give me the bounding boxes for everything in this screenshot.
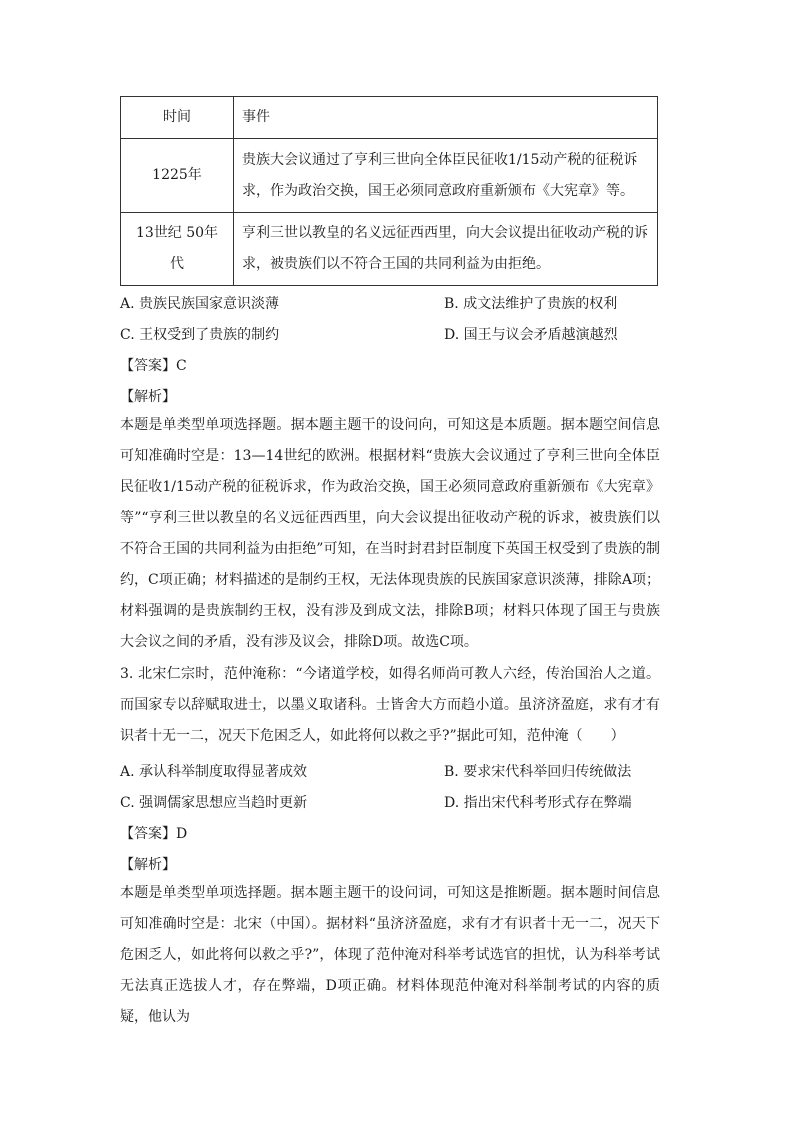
table-row [121,139,658,213]
table-cell-time: 13世纪 50年代 [121,213,234,286]
table-cell-time: 1225年 [121,139,234,213]
q2-option-d: D. 国王与议会矛盾越演越烈 [444,327,618,343]
q3-analysis-label: 【解析】 [120,857,176,873]
table-header-row [121,97,658,139]
q2-option-c: C. 王权受到了贵族的制约 [120,327,280,343]
table-row [121,213,658,286]
q3-stem: 3. 北宋仁宗时，范仲淹称：“今诸道学校，如得名师尚可教人六经，传治国治人之道。而国家专以辞赋取进士，以墨义取诸科。士皆舍大方而趋小道。虽济济盈庭，求有才有识者十无一二，况天下危困乏人，如此将何以救之乎?”据此可知，范仲淹（ ） [120,666,660,744]
q3-option-a: A. 承认科举制度取得显著成效 [120,764,308,780]
q2-analysis-label: 【解析】 [120,389,176,405]
q2-analysis-text: 本题是单类型单项选择题。据本题主题干的设问向，可知这是本质题。据本题空间信息可知准确时空是：13—14世纪的欧洲。根据材料“贵族大会议通过了亨利三世向全体臣民征收1/15动产税的征税诉求，作为政治交换，国王必须同意政府重新颁布《大宪章》等”“亨利三世以教皇的名义远征西西里，向大会议提出征收动产税的诉求，被贵族们以不符合王国的共同利益为由拒绝”可知，在当时封君封臣制度下英国王权受到了贵族的制约，C项正确；材料描述的是制约王权，无法体现贵族的民族国家意识淡薄，排除A项；材料强调的是贵族制约王权，没有涉及到成文法，排除B项；材料只体现了国王与贵族大会议之间的矛盾，没有涉及议会，排除D项。故选C项。 [120,417,660,650]
table-cell-event: 亨利三世以教皇的名义远征西西里，向大会议提出征收动产税的诉求，被贵族们以不符合王国的共同利益为由拒绝。 [234,213,658,286]
q2-answer: 【答案】C [120,358,187,374]
q2-option-a: A. 贵族民族国家意识淡薄 [120,296,280,312]
table-header-event: 事件 [234,97,658,139]
table-header-time: 时间 [121,97,234,139]
table-cell-event: 贵族大会议通过了亨利三世向全体臣民征收1/15动产税的征税诉求，作为政治交换，国王必须同意政府重新颁布《大宪章》等。 [234,139,658,213]
q3-answer: 【答案】D [120,826,188,842]
q3-option-d: D. 指出宋代科考形式存在弊端 [444,795,632,811]
q3-analysis-text: 本题是单类型单项选择题。据本题主题干的设问词，可知这是推断题。据本题时间信息可知准确时空是：北宋（中国）。据材料“虽济济盈庭，求有才有识者十无一二，况天下危困乏人，如此将何以救之乎?”，体现了范仲淹对科举考试选官的担忧，认为科举考试无法真正选拔人才，存在弊端，D项正确。材料体现范仲淹对科举制考试的内容的质疑，他认为 [120,885,660,1025]
q3-option-b: B. 要求宋代科举回归传统做法 [444,764,632,780]
events-table [120,96,658,286]
q3-option-c: C. 强调儒家思想应当趋时更新 [120,795,308,811]
q2-option-b: B. 成文法维护了贵族的权利 [444,296,618,312]
